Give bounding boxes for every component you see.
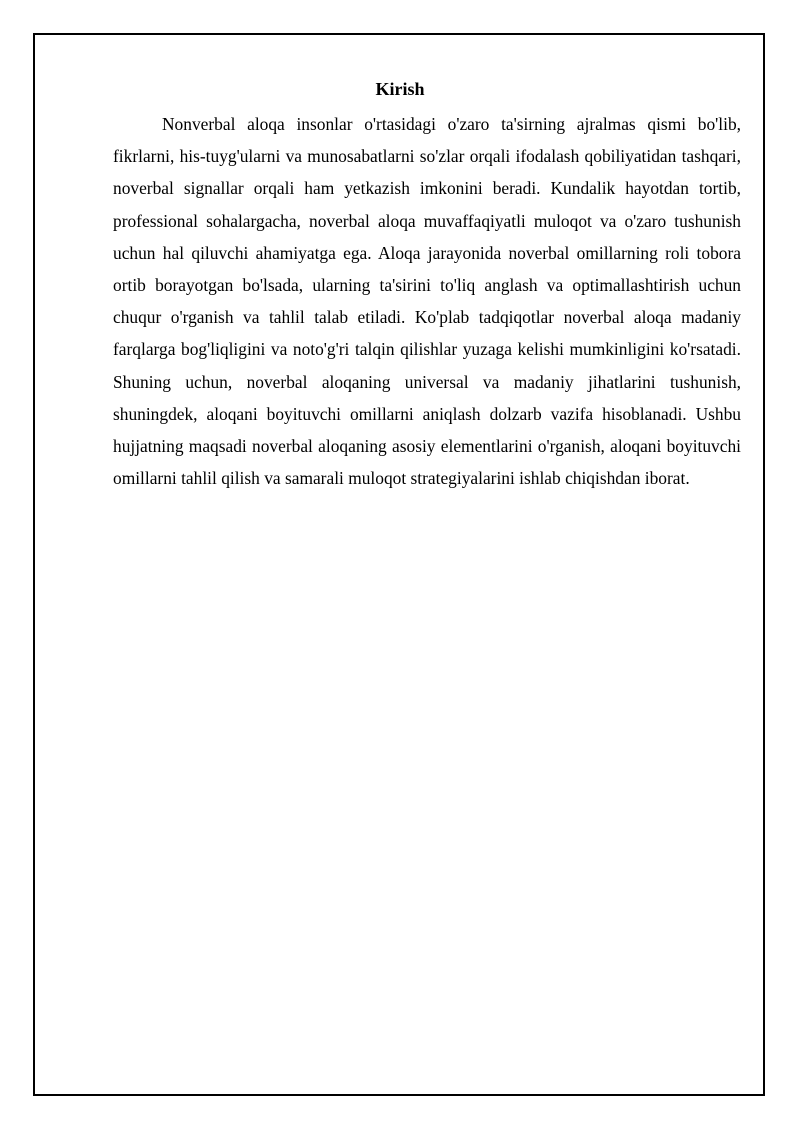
intro-paragraph: Nonverbal aloqa insonlar o'rtasidagi o'zaro ta'sirning ajralmas qismi bo'lib, fikrlarni, his-tuyg'ularni va munosabatlarni so'zlar orqali ifodalash qobiliyatidan tashqari, noverbal signallar orqali ham yetkazish imkonini beradi. Kundalik hayotdan tortib, professional sohalargacha, noverbal aloqa muvaffaqiyatli muloqot va o'zaro tushunish uchun hal qiluvchi ahamiyatga ega. Aloqa jarayonida noverbal omillarning roli tobora ortib borayotgan bo'lsada, ularning ta'sirini to'liq anglash va optimallashtirish uchun chuqur o'rganish va tahlil talab etiladi. Ko'plab tadqiqotlar noverbal aloqa madaniy farqlarga bog'liqligini va noto'g'ri talqin qilishlar yuzaga kelishi mumkinligini ko'rsatadi. Shuning uchun, noverbal aloqaning universal va madaniy jihatlarini tushunish, shuningdek, aloqani boyituvchi omillarni aniqlash dolzarb vazifa hisoblanadi. Ushbu hujjatning maqsadi noverbal aloqaning asosiy elementlarini o'rganish, aloqani boyituvchi omillarni tahlil qilish va samarali muloqot strategiyalarini ishlab chiqishdan iborat. (113, 114, 741, 489)
page-title: Kirish (375, 79, 425, 99)
